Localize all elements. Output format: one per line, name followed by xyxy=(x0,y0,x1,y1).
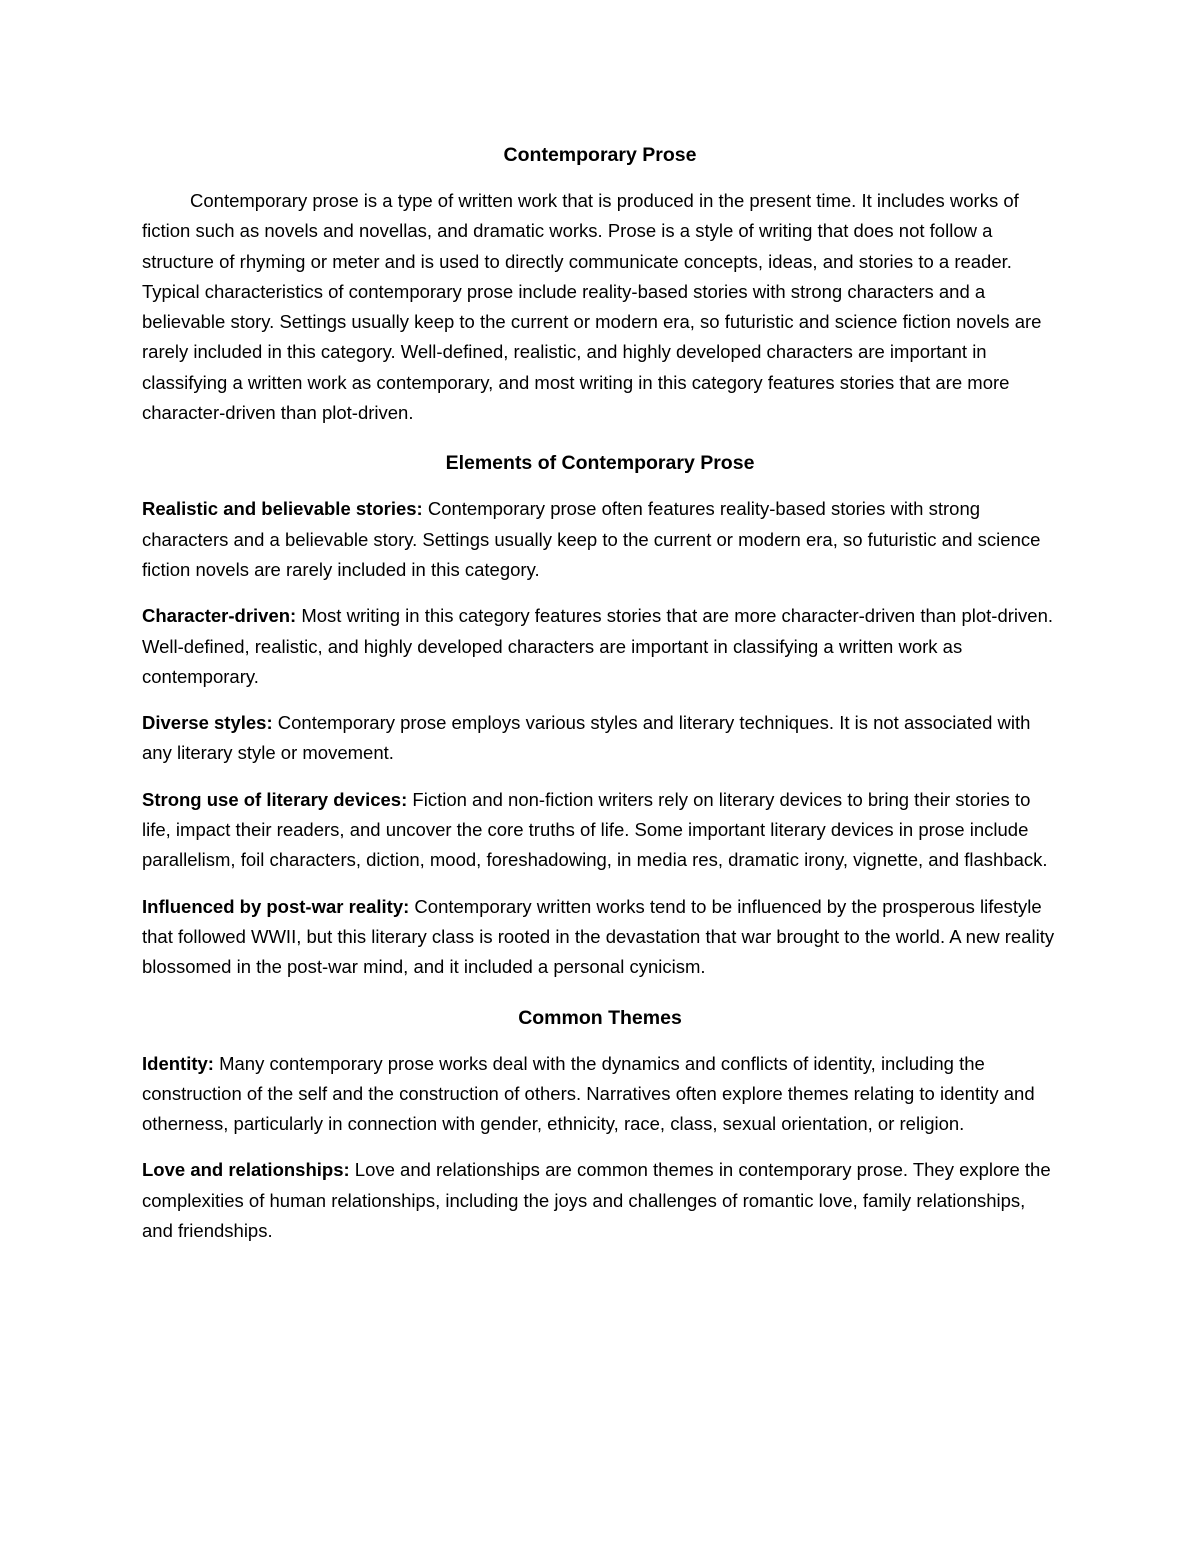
element-paragraph xyxy=(142,785,1058,876)
element-term: Strong use of literary devices: xyxy=(142,788,408,810)
document-page xyxy=(142,138,1058,1262)
elements-heading: Elements of Contemporary Prose xyxy=(445,452,755,475)
element-text: Contemporary prose employs various styles and literary techniques. It is not associated with any literary style or movement. xyxy=(142,712,1031,764)
theme-text: Many contemporary prose works deal with the dynamics and conflicts of identity, including the construction of the self and the construction of others. Narratives often explore themes relating to identity and otherness, particularly in connection with gender, ethnicity, race, class, sexual orientation, or religion. xyxy=(142,1052,1035,1135)
element-paragraph xyxy=(142,601,1058,692)
element-text: Contemporary prose often features reality-based stories with strong characters and a believable story. Settings usually keep to the current or modern era, so futuristic and science fiction novels are rarely included in this category. xyxy=(142,498,1041,580)
element-text: Contemporary written works tend to be influenced by the prosperous lifestyle that followed WWII, but this literary class is rooted in the devastation that war brought to the world. A new reality blossomed in the post-war mind, and it included a personal cynicism. xyxy=(142,895,1055,978)
element-term: Influenced by post-war reality: xyxy=(142,895,410,917)
intro-paragraph: Contemporary prose is a type of written work that is produced in the present time. It includes works of fiction such as novels and novellas, and dramatic works. Prose is a style of writing that does not follow a structure of rhyming or meter and is used to directly communicate concepts, ideas, and stories to a reader. Typical characteristics of contemporary prose include reality-based stories with strong characters and a believable story. Settings usually keep to the current or modern era, so futuristic and science fiction novels are rarely included in this category. Well-defined, realistic, and highly developed characters are important in classifying a written work as contemporary, and most writing in this category features stories that are more character-driven than plot-driven. xyxy=(142,190,1042,424)
element-term: Realistic and believable stories: xyxy=(142,498,423,520)
theme-paragraph xyxy=(142,1155,1058,1246)
element-text: Most writing in this category features stories that are more character-driven than plot-driven. Well-defined, realistic, and highly developed characters are important in classifying a written work as contemporary. xyxy=(142,605,1053,687)
element-paragraph xyxy=(142,892,1058,983)
theme-term: Love and relationships: xyxy=(142,1159,350,1181)
element-term: Character-driven: xyxy=(142,605,297,627)
theme-term: Identity: xyxy=(142,1052,214,1074)
element-paragraph xyxy=(142,494,1058,585)
document-title: Contemporary Prose xyxy=(503,144,697,166)
element-text: Fiction and non-fiction writers rely on literary devices to bring their stories to life, impact their readers, and uncover the core truths of life. Some important literary devices in prose include parallelism, foil characters, diction, mood, foreshadowing, in media res, dramatic irony, vignette, and flashback. xyxy=(142,788,1048,871)
theme-paragraph xyxy=(142,1049,1058,1140)
element-paragraph xyxy=(142,708,1058,769)
themes-heading: Common Themes xyxy=(518,1006,682,1029)
element-term: Diverse styles: xyxy=(142,712,273,734)
theme-text: Love and relationships are common themes in contemporary prose. They explore the complexities of human relationships, including the joys and challenges of romantic love, family relationships, and friendships. xyxy=(142,1159,1051,1242)
